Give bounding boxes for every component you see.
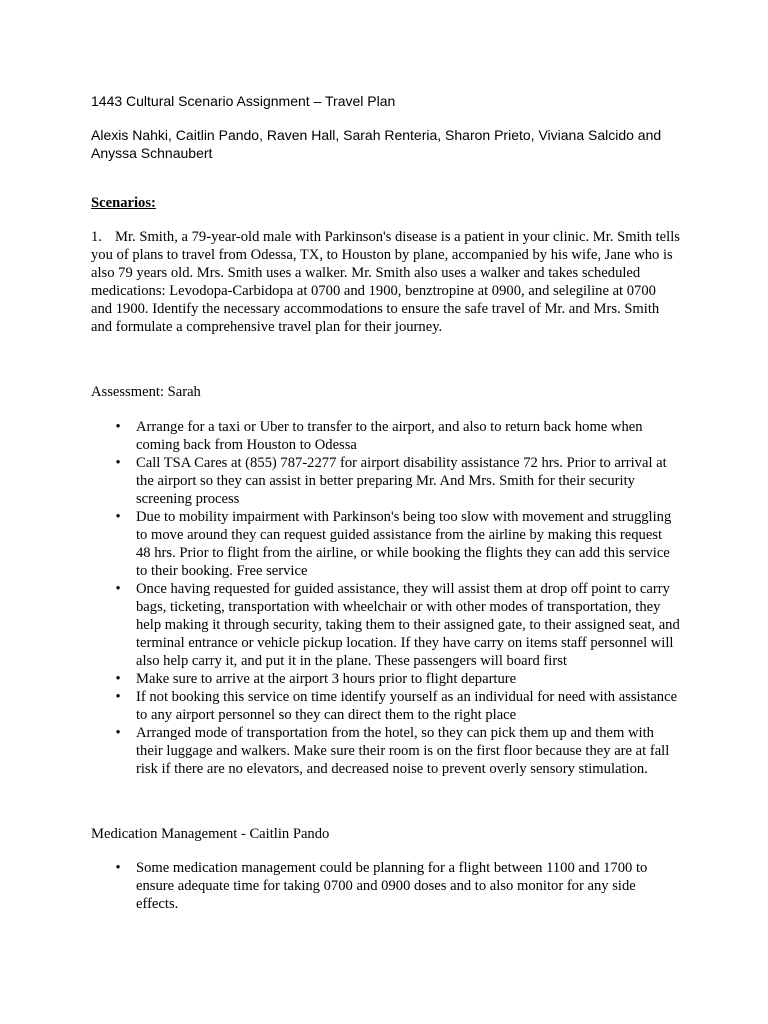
scenarios-heading: Scenarios:: [91, 195, 156, 211]
list-item-text: Call TSA Cares at (855) 787-2277 for airport disability assistance 72 hrs. Prior to arrival at the airport so they can assist in better preparing Mr. And Mrs. Smith for their security screening process: [136, 455, 667, 507]
list-item-text: Arrange for a taxi or Uber to transfer to the airport, and also to return back home when coming back from Houston to Odessa: [136, 419, 643, 453]
bullet-icon: •: [115, 671, 121, 687]
list-item-text: Make sure to arrive at the airport 3 hours prior to flight departure: [136, 671, 517, 687]
scenario-1: [91, 228, 680, 336]
list-item: [91, 418, 680, 454]
assessment-list: [91, 418, 680, 778]
scenario-text: Mr. Smith, a 79-year-old male with Parkinson's disease is a patient in your clinic. Mr. Smith tells you of plans to travel from Odessa, TX, to Houston by plane, accompanied by his wife, Jane who is also 79 years old. Mrs. Smith uses a walker. Mr. Smith also uses a walker and takes scheduled medications: Levodopa-Carbidopa at 0700 and 1900, benztropine at 0900, and selegiline at 0700 and 1900. Identify the necessary accommodations to ensure the safe travel of Mr. and Mrs. Smith and formulate a comprehensive travel plan for their journey.: [91, 229, 680, 335]
bullet-icon: •: [115, 419, 121, 435]
bullet-icon: •: [115, 689, 121, 705]
medication-heading: Medication Management - Caitlin Pando: [91, 826, 330, 842]
bullet-icon: •: [115, 725, 121, 741]
list-item: [91, 670, 680, 688]
list-item: [91, 724, 680, 778]
list-item: [91, 508, 680, 580]
document-title: 1443 Cultural Scenario Assignment – Travel Plan: [91, 93, 396, 109]
list-item-text: Arranged mode of transportation from the hotel, so they can pick them up and them with their luggage and walkers. Make sure their room is on the first floor because they are at fall risk if there are no elevators, and decreased noise to prevent overly sensory stimulation.: [136, 725, 670, 777]
author-list: Alexis Nahki, Caitlin Pando, Raven Hall, Sarah Renteria, Sharon Prieto, Viviana Salcido and Anyssa Schnaubert: [91, 127, 662, 161]
list-item: [91, 580, 680, 670]
list-item: [91, 859, 680, 913]
bullet-icon: •: [115, 581, 121, 597]
list-item-text: If not booking this service on time identify yourself as an individual for need with assistance to any airport personnel so they can direct them to the right place: [136, 689, 678, 723]
list-item-text: Some medication management could be planning for a flight between 1100 and 1700 to ensure adequate time for taking 0700 and 0900 doses and to also monitor for any side effects.: [136, 860, 648, 912]
list-item-text: Due to mobility impairment with Parkinson's being too slow with movement and struggling to move around they can request guided assistance from the airline by making this request 48 hrs. Prior to flight from the airline, or while booking the flights they can add this service to their booking. Free service: [136, 509, 672, 579]
assessment-heading: Assessment: Sarah: [91, 384, 201, 400]
medication-list: [91, 859, 680, 913]
list-item: [91, 454, 680, 508]
list-item-text: Once having requested for guided assistance, they will assist them at drop off point to carry bags, ticketing, transportation with wheelchair or with other modes of transportation, they help making it through security, taking them to their assigned gate, to their assigned seat, and terminal entrance or vehicle pickup location. If they have carry on items staff personnel will also help carry it, and put it in the plane. These passengers will board first: [136, 581, 680, 669]
list-item: [91, 688, 680, 724]
bullet-icon: •: [115, 509, 121, 525]
bullet-icon: •: [115, 455, 121, 471]
bullet-icon: •: [115, 860, 121, 876]
scenario-number: 1.: [91, 229, 102, 245]
